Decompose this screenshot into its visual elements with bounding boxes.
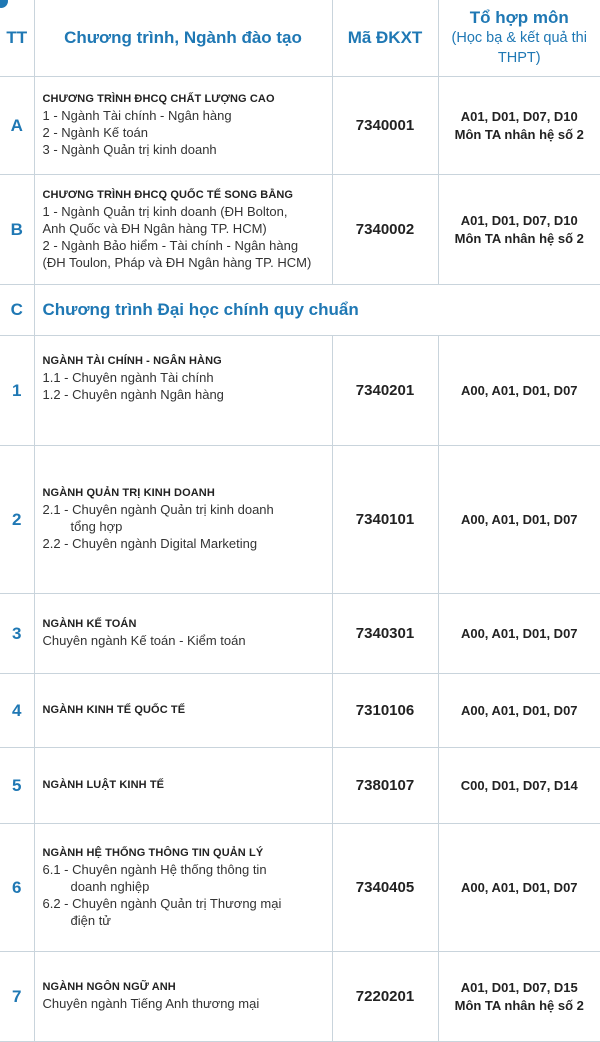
program-cell [34,175,332,285]
combo-cell [438,952,600,1042]
program-cell [34,336,332,446]
program-line: Anh Quốc và ĐH Ngân hàng TP. HCM) [43,220,326,237]
program-line: Chuyên ngành Kế toán - Kiểm toán [43,632,326,649]
row-index: 5 [0,748,34,824]
table-row [0,674,600,748]
header-combo-title: Tổ hợp môn [470,8,569,27]
program-title: NGÀNH KẾ TOÁN [43,618,326,630]
program-cell [34,952,332,1042]
row-index: 4 [0,674,34,748]
program-line: 1 - Ngành Tài chính - Ngân hàng [43,107,326,124]
program-title: CHƯƠNG TRÌNH ĐHCQ CHẤT LƯỢNG CAO [43,93,326,105]
program-line: 1.1 - Chuyên ngành Tài chính [43,369,326,386]
table-row [0,175,600,285]
combo-cell [438,175,600,285]
row-index: 7 [0,952,34,1042]
table-row [0,446,600,594]
program-line: 2.1 - Chuyên ngành Quản trị kinh doanh [43,501,326,518]
row-index: 6 [0,824,34,952]
program-code: 7220201 [332,952,438,1042]
program-title: NGÀNH QUẢN TRỊ KINH DOANH [43,487,326,499]
program-code: 7340001 [332,77,438,175]
program-title: NGÀNH HỆ THỐNG THÔNG TIN QUẢN LÝ [43,847,326,859]
table-row [0,336,600,446]
row-index: 1 [0,336,34,446]
table-row [0,824,600,952]
table-header-row [0,0,600,77]
row-index: A [0,77,34,175]
program-line: doanh nghiệp [43,878,326,895]
combo-cell [438,77,600,175]
row-index: B [0,175,34,285]
program-code: 7340405 [332,824,438,952]
combo-note: Môn TA nhân hệ số 2 [439,997,600,1015]
program-title: NGÀNH TÀI CHÍNH - NGÂN HÀNG [43,355,326,367]
combo-cell: C00, D01, D07, D14 [438,748,600,824]
program-line: Chuyên ngành Tiếng Anh thương mại [43,995,326,1012]
program-line: (ĐH Toulon, Pháp và ĐH Ngân hàng TP. HCM) [43,254,326,271]
combo-subjects: A01, D01, D07, D10 [439,212,600,230]
section-title: Chương trình Đại học chính quy chuẩn [34,285,600,336]
combo-cell: A00, A01, D01, D07 [438,446,600,594]
program-line: 6.1 - Chuyên ngành Hệ thống thông tin [43,861,326,878]
program-line: 3 - Ngành Quản trị kinh doanh [43,141,326,158]
row-index: 2 [0,446,34,594]
combo-cell: A00, A01, D01, D07 [438,594,600,674]
program-line: 2 - Ngành Kế toán [43,124,326,141]
header-tt: TT [0,0,34,77]
program-line: tổng hợp [43,518,326,535]
combo-cell: A00, A01, D01, D07 [438,336,600,446]
program-cell [34,446,332,594]
table-row [0,77,600,175]
program-code: 7340002 [332,175,438,285]
header-code: Mã ĐKXT [332,0,438,77]
combo-subjects: A01, D01, D07, D10 [439,108,600,126]
program-line: 6.2 - Chuyên ngành Quản trị Thương mại [43,895,326,912]
combo-subjects: A01, D01, D07, D15 [439,979,600,997]
table-row [0,952,600,1042]
program-title: NGÀNH LUẬT KINH TẾ [43,779,326,791]
program-code: 7340101 [332,446,438,594]
program-code: 7340301 [332,594,438,674]
combo-cell: A00, A01, D01, D07 [438,674,600,748]
program-line: 1.2 - Chuyên ngành Ngân hàng [43,386,326,403]
program-line: 2.2 - Chuyên ngành Digital Marketing [43,535,326,552]
program-title: NGÀNH NGÔN NGỮ ANH [43,981,326,993]
program-code: 7380107 [332,748,438,824]
table-row [0,594,600,674]
program-cell [34,748,332,824]
program-line: điện tử [43,912,326,929]
program-cell [34,77,332,175]
program-title: CHƯƠNG TRÌNH ĐHCQ QUỐC TẾ SONG BẰNG [43,189,326,201]
combo-note: Môn TA nhân hệ số 2 [439,126,600,144]
program-cell [34,674,332,748]
program-title: NGÀNH KINH TẾ QUỐC TẾ [43,704,326,716]
combo-note: Môn TA nhân hệ số 2 [439,230,600,248]
row-index: 3 [0,594,34,674]
header-combo-sub: (Học bạ & kết quả thi THPT) [439,28,600,68]
program-cell [34,824,332,952]
program-code: 7340201 [332,336,438,446]
combo-cell: A00, A01, D01, D07 [438,824,600,952]
row-index: C [0,285,34,336]
program-cell [34,594,332,674]
table-row [0,748,600,824]
program-line: 2 - Ngành Bảo hiểm - Tài chính - Ngân hàng [43,237,326,254]
header-combo [438,0,600,77]
program-line: 1 - Ngành Quản trị kinh doanh (ĐH Bolton, [43,203,326,220]
header-program: Chương trình, Ngành đào tạo [34,0,332,77]
section-row [0,285,600,336]
program-code: 7310106 [332,674,438,748]
